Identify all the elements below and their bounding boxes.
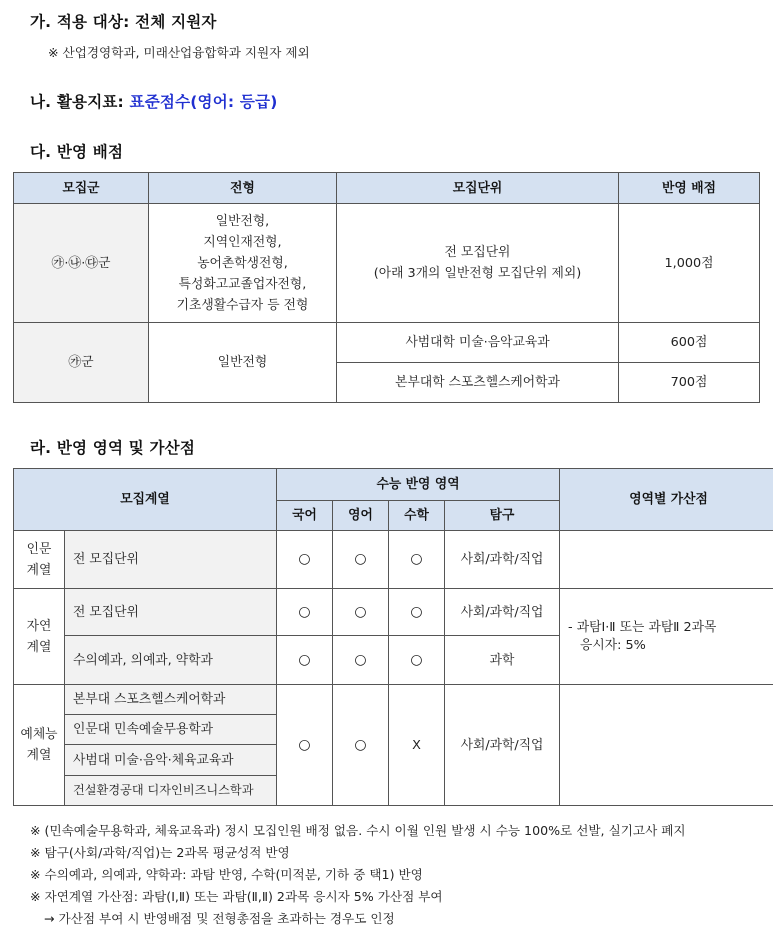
- natural-all-english: ○: [333, 589, 389, 636]
- footnotes: [30, 820, 686, 930]
- header-inquiry: 탐구: [445, 501, 560, 531]
- arts-math: X: [389, 685, 445, 806]
- natural-unit-all: 전 모집단위: [65, 589, 277, 636]
- row1-unit-line1: 전 모집단위: [444, 245, 511, 260]
- natural-all-inquiry: 사회/과학/직업: [445, 589, 560, 636]
- arts-label-line1: 예체능: [20, 727, 58, 742]
- area-table: [13, 468, 773, 806]
- humanities-english: ○: [333, 531, 389, 589]
- humanities-bonus: [560, 531, 773, 589]
- humanities-unit: 전 모집단위: [65, 531, 277, 589]
- section-b-title-prefix: 나. 활용지표:: [30, 93, 130, 111]
- header-category: 모집계열: [14, 469, 277, 531]
- header-english: 영어: [333, 501, 389, 531]
- natural-bonus-line2: 응시자: 5%: [580, 637, 646, 653]
- row2-score-a: 600점: [619, 323, 760, 363]
- natural-bonus: [560, 589, 773, 685]
- row1-type-line: 특성화고교졸업자전형,: [178, 276, 307, 292]
- arts-inquiry: 사회/과학/직업: [445, 685, 560, 806]
- footnote: → 가산점 부여 시 반영배점 및 전형총점을 초과하는 경우도 인정: [44, 911, 395, 926]
- arts-label-line2: 계열: [26, 748, 52, 763]
- row2-group: ㉮군: [14, 323, 149, 403]
- natural-medical-inquiry: 과학: [445, 636, 560, 685]
- natural-label-line1: 자연: [26, 618, 52, 634]
- natural-unit-medical: 수의예과, 의예과, 약학과: [65, 636, 277, 685]
- natural-medical-math: ○: [389, 636, 445, 685]
- humanities-label-line1: 인문: [26, 541, 52, 557]
- arts-unit: 인문대 민속예술무용학과: [65, 715, 277, 745]
- humanities-inquiry: 사회/과학/직업: [445, 531, 560, 589]
- score-table: [13, 172, 760, 403]
- natural-medical-english: ○: [333, 636, 389, 685]
- section-d-title: 라. 반영 영역 및 가산점: [30, 439, 196, 457]
- header-score: 반영 배점: [619, 173, 760, 204]
- row2-type: 일반전형: [149, 323, 337, 403]
- humanities-korean: ○: [277, 531, 333, 589]
- row1-unit-line2: (아래 3개의 일반전형 모집단위 제외): [373, 266, 582, 281]
- natural-label: [14, 589, 65, 685]
- header-math: 수학: [389, 501, 445, 531]
- arts-label: [14, 685, 65, 806]
- footnote: ※ 자연계열 가산점: 과탐(Ⅰ,Ⅱ) 또는 과탐(Ⅱ,Ⅱ) 2과목 응시자 5% 가산점 부여: [30, 889, 443, 904]
- section-c-title: 다. 반영 배점: [30, 143, 124, 161]
- section-a-title: 가. 적용 대상: 전체 지원자: [30, 13, 217, 31]
- humanities-math: ○: [389, 531, 445, 589]
- header-korean: 국어: [277, 501, 333, 531]
- header-group: 모집군: [14, 173, 149, 204]
- section-b-highlight: 표준점수(영어: 등급): [129, 93, 278, 111]
- footnote: ※ 탐구(사회/과학/직업)는 2과목 평균성적 반영: [30, 845, 290, 860]
- row1-types: [149, 204, 337, 323]
- row1-type-line: 농어촌학생전형,: [197, 255, 288, 271]
- arts-korean: ○: [277, 685, 333, 806]
- row1-score: 1,000점: [619, 204, 760, 323]
- natural-bonus-line1: - 과탐Ⅰ·Ⅱ 또는 과탐Ⅱ 2과목: [568, 619, 717, 635]
- header-unit: 모집단위: [337, 173, 619, 204]
- header-csat: 수능 반영 영역: [277, 469, 560, 501]
- section-a-note: ※ 산업경영학과, 미래산업융합학과 지원자 제외: [48, 45, 310, 60]
- header-bonus: 영역별 가산점: [560, 469, 773, 531]
- row1-type-line: 지역인재전형,: [203, 234, 282, 250]
- arts-unit: 사범대 미술·음악·체육교육과: [65, 745, 277, 776]
- row2-score-b: 700점: [619, 363, 760, 403]
- row1-type-line: 기초생활수급자 등 전형: [176, 297, 309, 313]
- natural-medical-korean: ○: [277, 636, 333, 685]
- footnote: ※ 수의예과, 의예과, 약학과: 과탐 반영, 수학(미적분, 기하 중 택1) 반영: [30, 867, 423, 882]
- row2-unit-a: 사범대학 미술·음악교육과: [337, 323, 619, 363]
- humanities-label-line2: 계열: [26, 562, 52, 578]
- arts-english: ○: [333, 685, 389, 806]
- humanities-label: [14, 531, 65, 589]
- row1-type-line: 일반전형,: [215, 213, 270, 229]
- row1-group: ㉮·㉯·㉰군: [14, 204, 149, 323]
- arts-bonus: [560, 685, 773, 806]
- natural-all-korean: ○: [277, 589, 333, 636]
- header-type: 전형: [149, 173, 337, 204]
- section-b-title: [30, 90, 278, 112]
- arts-unit: 본부대 스포츠헬스케어학과: [65, 685, 277, 715]
- row1-unit: [337, 204, 619, 323]
- footnote: ※ (민속예술무용학과, 체육교육과) 정시 모집인원 배정 없음. 수시 이월 인원 발생 시 수능 100%로 선발, 실기고사 폐지: [30, 823, 686, 838]
- row2-unit-b: 본부대학 스포츠헬스케어학과: [337, 363, 619, 403]
- natural-label-line2: 계열: [26, 639, 52, 655]
- natural-all-math: ○: [389, 589, 445, 636]
- arts-unit: 건설환경공대 디자인비즈니스학과: [65, 776, 277, 806]
